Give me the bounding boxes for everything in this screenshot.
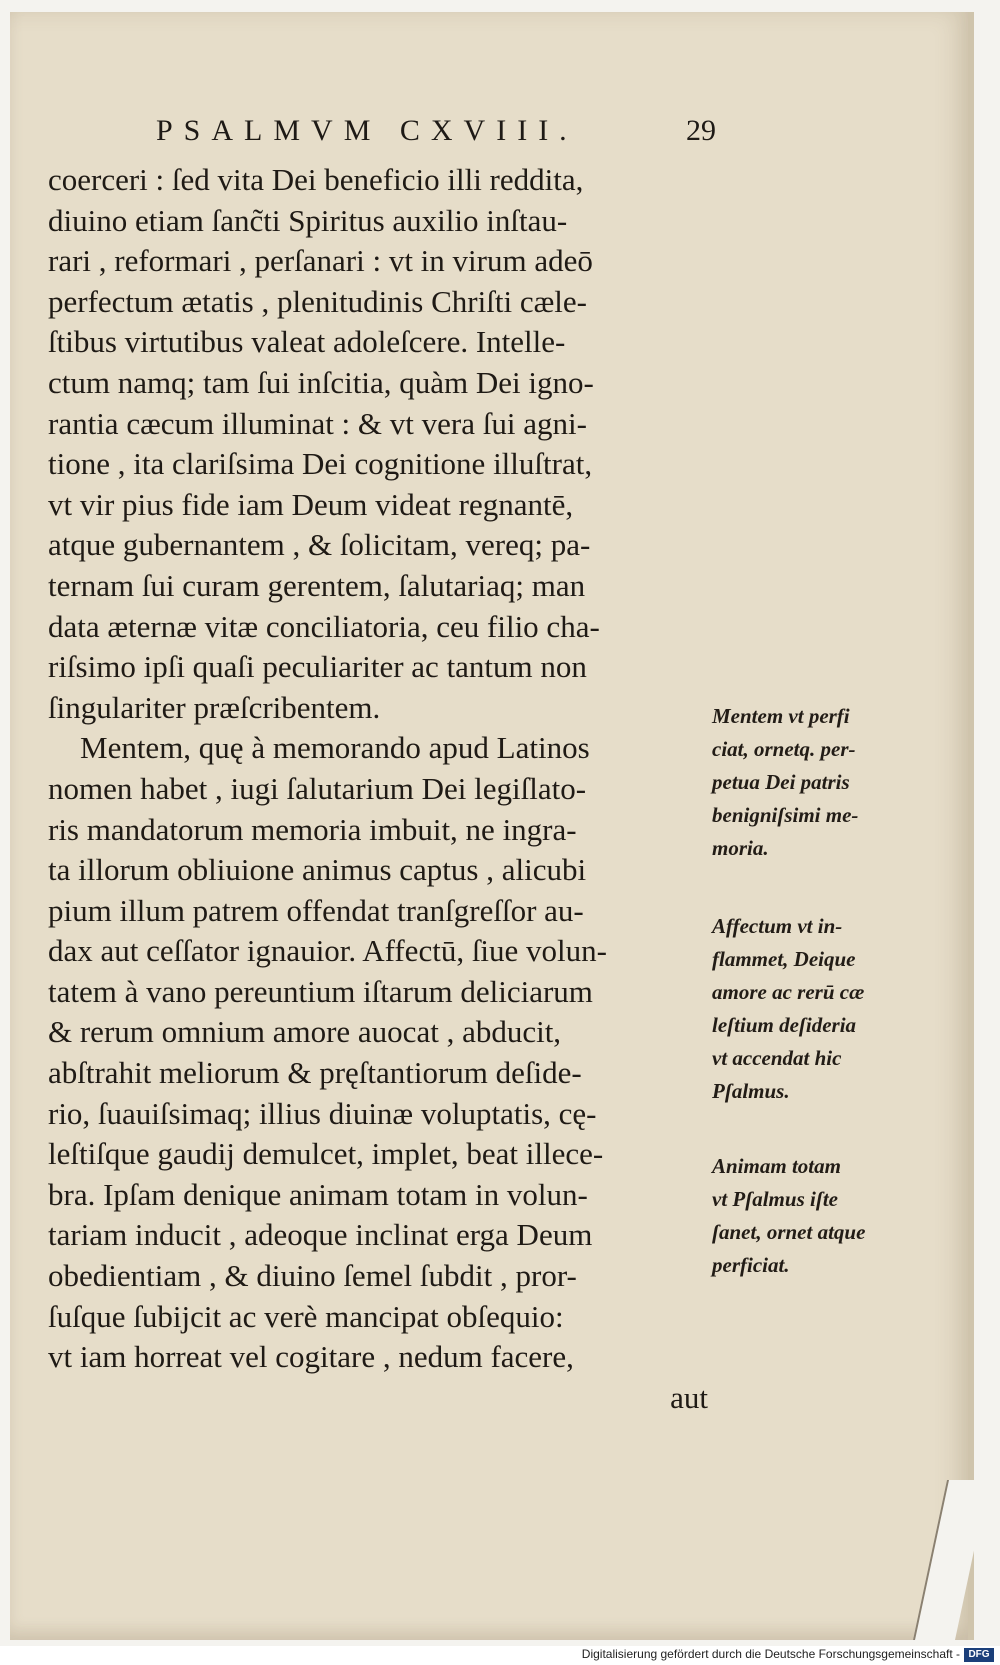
- text-line: ta illorum obliuione animus captus , alicubi: [48, 852, 587, 888]
- text-line: perfectum ætatis , plenitudinis Chriſti cæle-: [48, 283, 587, 319]
- text-line: nomen habet , iugi ſalutarium Dei legiſlato-: [48, 770, 587, 806]
- marginal-line: leſtium deſideria: [712, 1013, 857, 1037]
- funding-credit: Digitalisierung gefördert durch die Deutsche Forschungsgemeinschaft -: [581, 1647, 960, 1661]
- marginal-line: vt Pſalmus iſte: [712, 1187, 838, 1211]
- marginal-note-affectum: [712, 910, 910, 1108]
- text-line: obedientiam , & diuino ſemel ſubdit , pror-: [48, 1258, 577, 1294]
- text-line: dax aut ceſſator ignauior. Affectū, ſiue volun-: [48, 933, 607, 969]
- text-line: & rerum omnium amore auocat , abducit,: [48, 1014, 562, 1050]
- marginal-note-mentem: [712, 700, 910, 865]
- page-number: 29: [686, 114, 716, 147]
- text-line: vt vir pius fide iam Deum videat regnantē,: [48, 486, 574, 522]
- marginal-line: ſanet, ornet atque: [712, 1220, 866, 1244]
- dfg-logo-icon[interactable]: DFG: [964, 1648, 994, 1662]
- running-header: [156, 114, 716, 154]
- text-line: rantia cæcum illuminat : & vt vera ſui agni-: [48, 405, 587, 441]
- marginal-line: amore ac rerū cæ: [712, 980, 865, 1004]
- text-line: tione , ita clariſsima Dei cognitione illuſtrat,: [48, 446, 593, 482]
- marginal-line: Animam totam: [712, 1154, 841, 1178]
- digitization-footer: [0, 1646, 1000, 1665]
- marginal-line: vt accendat hic: [712, 1046, 842, 1070]
- text-line: leſtiſque gaudij demulcet, implet, beat illece-: [48, 1136, 604, 1172]
- text-line: ctum namq; tam ſui inſcitia, quàm Dei igno-: [48, 364, 594, 400]
- text-line: ſtibus virtutibus valeat adoleſcere. Intelle-: [48, 324, 566, 360]
- text-line: atque gubernantem , & ſolicitam, vereq; pa-: [48, 527, 591, 563]
- marginal-line: flammet, Deique: [712, 947, 856, 971]
- text-line: pium illum patrem offendat tranſgreſſor au-: [48, 892, 584, 928]
- text-line: rio, ſuauiſsimaq; illius diuinæ voluptatis, cę-: [48, 1095, 597, 1131]
- marginal-line: Affectum vt in-: [712, 914, 843, 938]
- text-line: ſingulariter præſcribentem.: [48, 689, 381, 725]
- text-line: ris mandatorum memoria imbuit, ne ingra-: [48, 811, 577, 847]
- text-line: rari , reformari , perſanari : vt in virum adeō: [48, 243, 593, 279]
- marginal-line: ciat, ornetq. per-: [712, 737, 856, 761]
- marginal-line: Pſalmus.: [712, 1079, 790, 1103]
- text-line: ſuſque ſubijcit ac verè mancipat obſequio:: [48, 1298, 564, 1334]
- marginal-line: benigniſsimi me-: [712, 803, 859, 827]
- catchword: aut: [670, 1379, 708, 1415]
- text-line: vt iam horreat vel cogitare , nedum facere,: [48, 1339, 574, 1375]
- marginal-line: perficiat.: [712, 1253, 790, 1277]
- main-text-block: [48, 160, 708, 1418]
- text-line: ternam ſui curam gerentem, ſalutariaq; man: [48, 567, 586, 603]
- text-line: coerceri : ſed vita Dei beneficio illi reddita,: [48, 162, 584, 197]
- text-line: abſtrahit meliorum & pręſtantiorum deſide-: [48, 1055, 582, 1091]
- text-line: tatem à vano pereuntium iſtarum deliciarum: [48, 973, 593, 1009]
- marginal-line: moria.: [712, 836, 769, 860]
- marginal-line: Mentem vt perfi: [712, 704, 850, 728]
- text-line: diuino etiam ſanc̃ti Spiritus auxilio inſtau-: [48, 202, 568, 238]
- marginal-line: petua Dei patris: [712, 770, 850, 794]
- text-line: riſsimo ipſi quaſi peculiariter ac tantum non: [48, 649, 587, 685]
- text-line: tariam inducit , adeoque inclinat erga Deum: [48, 1217, 593, 1253]
- paragraph-start-line: Mentem, quę à memorando apud Latinos: [80, 730, 590, 766]
- text-line: data æternæ vitæ conciliatoria, ceu filio cha-: [48, 608, 600, 644]
- text-line: bra. Ipſam denique animam totam in volun-: [48, 1176, 588, 1212]
- running-title: PSALMVM CXVIII.: [156, 114, 578, 147]
- marginal-note-animam: [712, 1150, 910, 1282]
